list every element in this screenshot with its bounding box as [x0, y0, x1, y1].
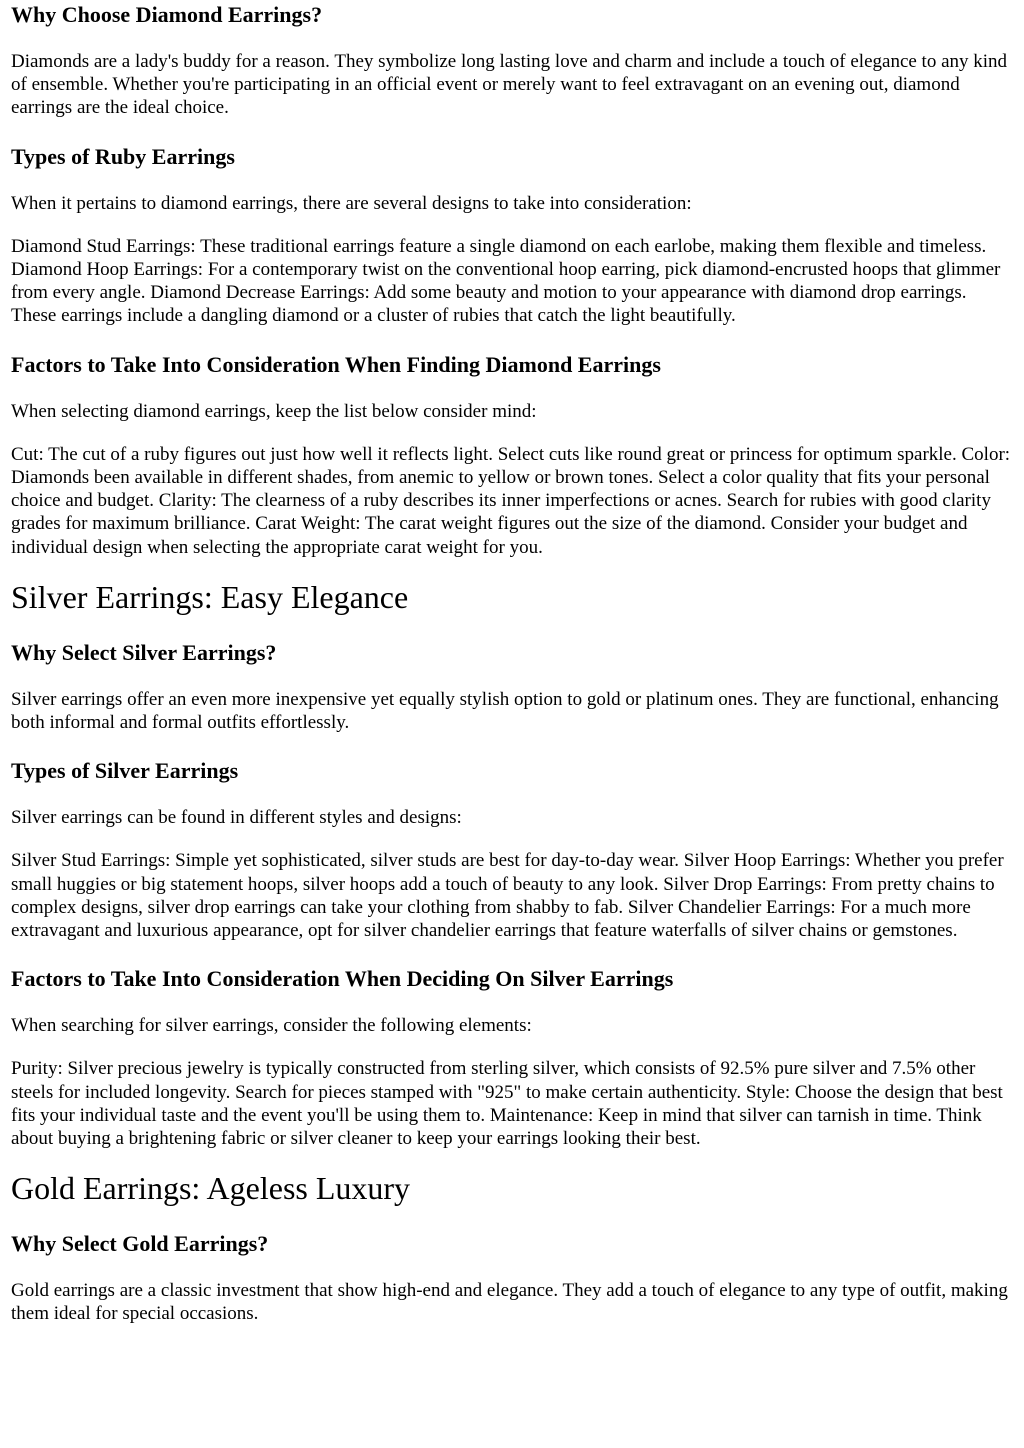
- diamond-why-paragraph: Diamonds are a lady's buddy for a reason. They symbolize long lasting love and charm and include a touch of elegance to any kind of ensemble. Whether you're participating in an official event or merely want to feel extravagant on an evening out, diamond earrings are the ideal choice.: [11, 51, 1008, 119]
- gold-section-title: Gold Earrings: Ageless Luxury: [11, 1170, 411, 1207]
- diamond-types-heading: Types of Ruby Earrings: [11, 143, 235, 169]
- silver-types-paragraph: Silver Stud Earrings: Simple yet sophisticated, silver studs are best for day-to-day wear. Silver Hoop Earrings: Whether you prefer small huggies or big statement hoops, silver hoops add a touch of beauty to any look. Silver Drop Earrings: From pretty chains to complex designs, silver drop earrings can take your clothing from shabby to fab. Silver Chandelier Earrings: For a much more extravagant and luxurious appearance, opt for silver chandelier earrings that feature waterfalls of silver chains or gemstones.: [11, 850, 1004, 942]
- diamond-factors-intro: When selecting diamond earrings, keep the list below consider mind:: [11, 400, 537, 422]
- diamond-why-heading: Why Choose Diamond Earrings?: [11, 2, 323, 27]
- article: [0, 2, 1024, 1326]
- silver-types-intro: Silver earrings can be found in different styles and designs:: [11, 807, 462, 829]
- gold-why-paragraph: Gold earrings are a classic investment that show high-end and elegance. They add a touch of elegance to any type of outfit, making them ideal for special occasions.: [11, 1280, 1008, 1325]
- diamond-types-paragraph: Diamond Stud Earrings: These traditional earrings feature a single diamond on each earlobe, making them flexible and timeless. Diamond Hoop Earrings: For a contemporary twist on the conventional hoop earring, pick diamond-encrusted hoops that glimmer from every angle. Diamond Decrease Earrings: Add some beauty and motion to your appearance with diamond drop earrings. These earrings include a dangling diamond or a cluster of rubies that catch the light beautifully.: [11, 235, 1001, 327]
- silver-types-heading: Types of Silver Earrings: [11, 758, 239, 784]
- silver-section-title: Silver Earrings: Easy Elegance: [11, 578, 409, 615]
- diamond-factors-heading: Factors to Take Into Consideration When Finding Diamond Earrings: [11, 351, 661, 377]
- silver-why-paragraph: Silver earrings offer an even more inexpensive yet equally stylish option to gold or platinum ones. They are functional, enhancing both informal and formal outfits effortlessly.: [11, 688, 999, 734]
- silver-why-heading: Why Select Silver Earrings?: [11, 639, 277, 665]
- silver-factors-heading: Factors to Take Into Consideration When Deciding On Silver Earrings: [11, 966, 674, 992]
- silver-factors-paragraph: Purity: Silver precious jewelry is typically constructed from sterling silver, which consists of 92.5% pure silver and 7.5% other steels for included longevity. Search for pieces stamped with "925" to make certain authenticity. Style: Choose the design that best fits your individual taste and the event you'll be using them to. Maintenance: Keep in mind that silver can tarnish in time. Think about buying a brightening fabric or silver cleaner to keep your earrings looking their best.: [11, 1058, 1003, 1150]
- diamond-factors-paragraph: Cut: The cut of a ruby figures out just how well it reflects light. Select cuts like round great or princess for optimum sparkle. Color: Diamonds been available in different shades, from anemic to yellow or brown tones. Select a color quality that fits your personal choice and budget. Clarity: The clearness of a ruby describes its inner imperfections or acnes. Search for rubies with good clarity grades for maximum brilliance. Carat Weight: The carat weight figures out the size of the diamond. Consider your budget and individual design when selecting the appropriate carat weight for you.: [11, 443, 1011, 558]
- diamond-types-intro: When it pertains to diamond earrings, there are several designs to take into consideration:: [11, 192, 692, 214]
- gold-why-heading: Why Select Gold Earrings?: [11, 1231, 269, 1257]
- silver-factors-intro: When searching for silver earrings, consider the following elements:: [11, 1015, 532, 1037]
